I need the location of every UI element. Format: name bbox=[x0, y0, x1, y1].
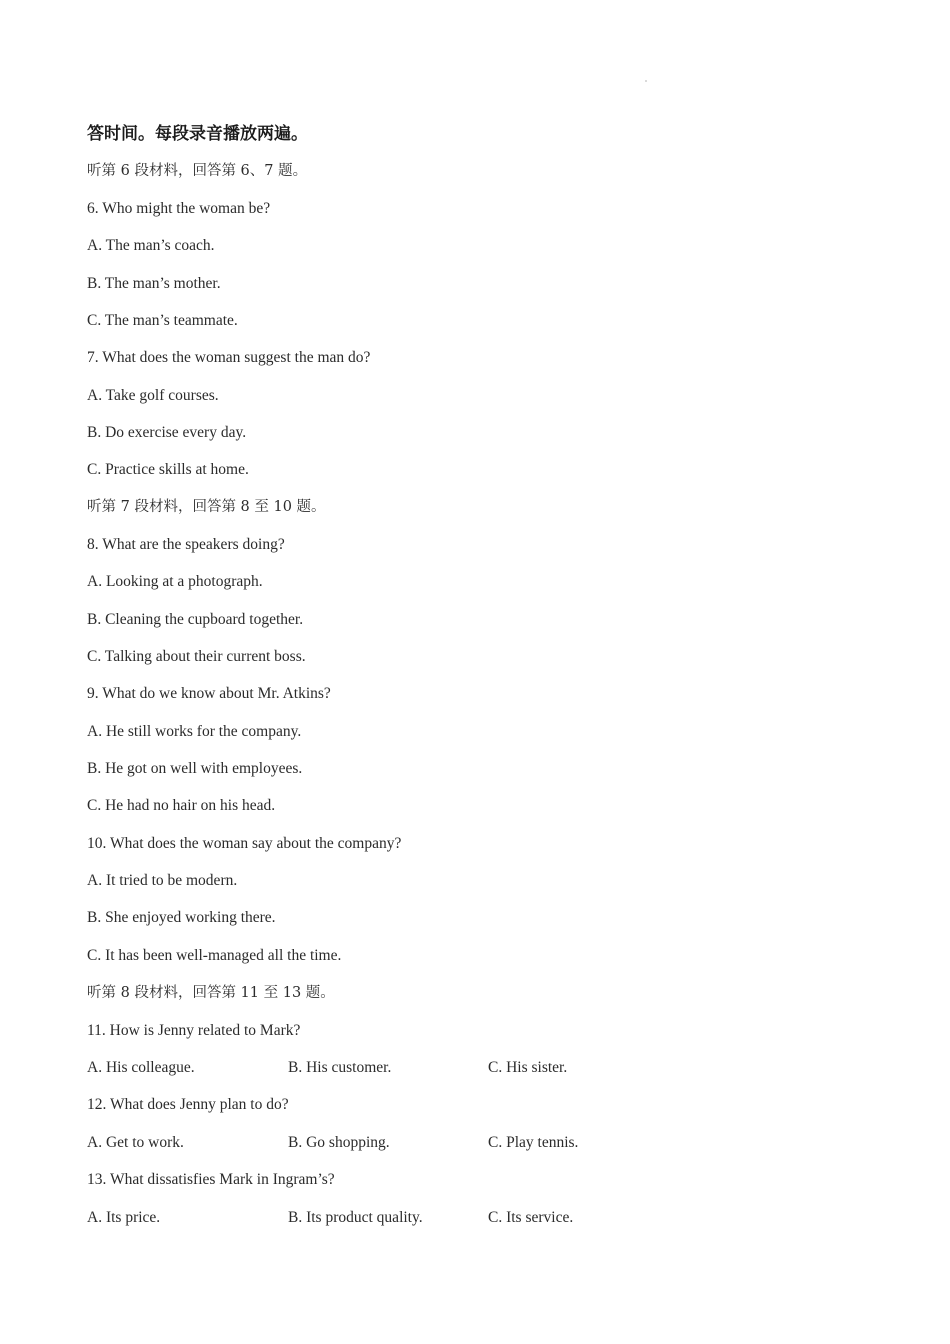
section-heading: 答时间。每段录音播放两遍。 bbox=[87, 124, 308, 143]
option-8c: C. Talking about their current boss. bbox=[87, 648, 306, 665]
option-7b: B. Do exercise every day. bbox=[87, 424, 247, 441]
option-6b: B. The man’s mother. bbox=[87, 275, 221, 292]
option-9c: C. He had no hair on his head. bbox=[87, 797, 276, 814]
option-12b: B. Go shopping. bbox=[288, 1134, 390, 1151]
option-12a: A. Get to work. bbox=[87, 1134, 184, 1151]
scan-speck bbox=[645, 80, 647, 82]
option-8b: B. Cleaning the cupboard together. bbox=[87, 611, 304, 628]
question-13: 13. What dissatisfies Mark in Ingram’s? bbox=[87, 1171, 335, 1188]
section-intro-7: 听第 7 段材料，回答第 8 至 10 题。 bbox=[87, 499, 326, 515]
question-11: 11. How is Jenny related to Mark? bbox=[87, 1022, 301, 1039]
question-9: 9. What do we know about Mr. Atkins? bbox=[87, 685, 331, 702]
option-9a: A. He still works for the company. bbox=[87, 723, 302, 740]
question-6: 6. Who might the woman be? bbox=[87, 200, 271, 217]
option-7a: A. Take golf courses. bbox=[87, 387, 219, 404]
question-12: 12. What does Jenny plan to do? bbox=[87, 1096, 289, 1113]
option-11a: A. His colleague. bbox=[87, 1059, 195, 1076]
option-10c: C. It has been well-managed all the time. bbox=[87, 947, 342, 964]
question-7: 7. What does the woman suggest the man do? bbox=[87, 349, 371, 366]
option-13b: B. Its product quality. bbox=[288, 1209, 423, 1226]
option-9b: B. He got on well with employees. bbox=[87, 760, 303, 777]
question-8: 8. What are the speakers doing? bbox=[87, 536, 285, 553]
option-10b: B. She enjoyed working there. bbox=[87, 909, 276, 926]
option-6c: C. The man’s teammate. bbox=[87, 312, 238, 329]
section-intro-8: 听第 8 段材料，回答第 11 至 13 题。 bbox=[87, 985, 335, 1001]
option-7c: C. Practice skills at home. bbox=[87, 461, 249, 478]
option-12c: C. Play tennis. bbox=[488, 1134, 579, 1151]
option-13c: C. Its service. bbox=[488, 1209, 574, 1226]
question-10: 10. What does the woman say about the company? bbox=[87, 835, 402, 852]
option-11c: C. His sister. bbox=[488, 1059, 568, 1076]
option-11b: B. His customer. bbox=[288, 1059, 392, 1076]
option-6a: A. The man’s coach. bbox=[87, 237, 215, 254]
option-13a: A. Its price. bbox=[87, 1209, 161, 1226]
option-10a: A. It tried to be modern. bbox=[87, 872, 238, 889]
section-intro-6: 听第 6 段材料，回答第 6、7 题。 bbox=[87, 163, 308, 179]
option-8a: A. Looking at a photograph. bbox=[87, 573, 263, 590]
